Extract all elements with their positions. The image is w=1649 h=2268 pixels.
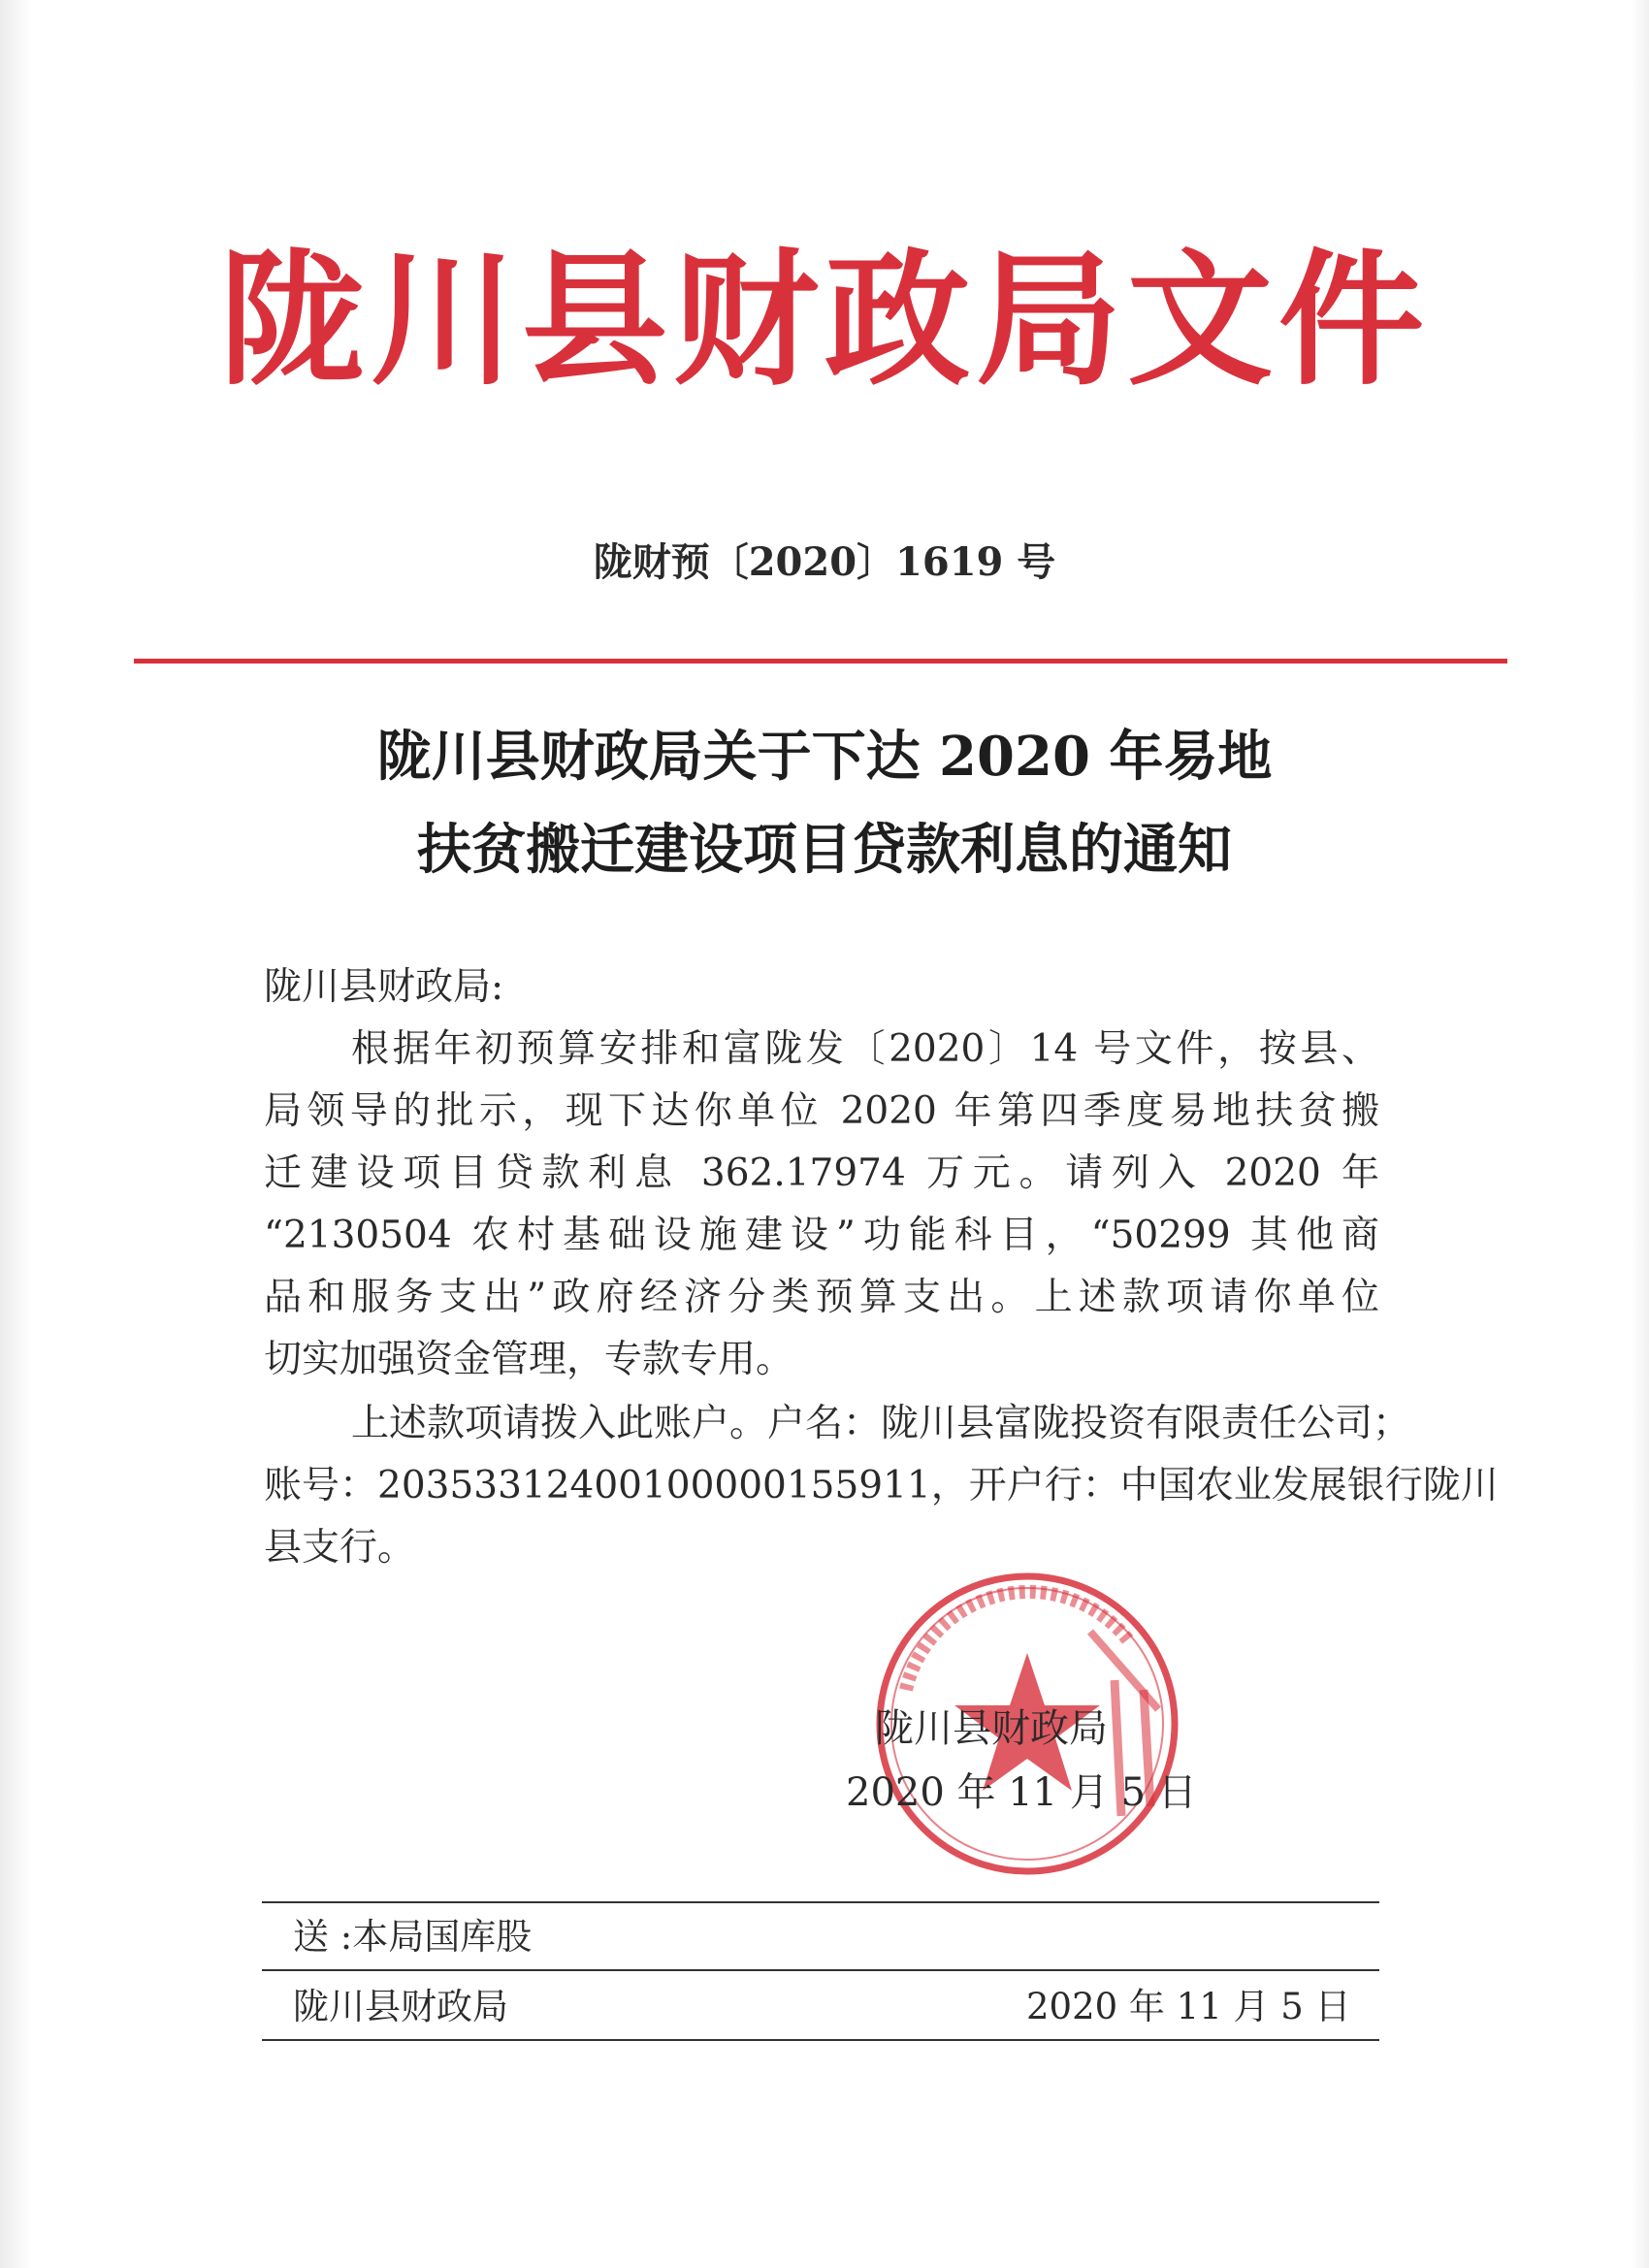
signature-organization: 陇川县财政局	[875, 1706, 1108, 1751]
signature-date: 2020 年 11 月 5 日	[846, 1770, 1197, 1815]
paragraph-1-last-line: 切实加强资金管理，专款专用。	[264, 1338, 794, 1381]
document-number: 陇财预〔2020〕1619 号	[593, 539, 1056, 585]
copy-to-line: 送 :本局国库股	[293, 1916, 533, 1958]
footer-rule-middle	[262, 1969, 1379, 1971]
paragraph-1-line: 迁建设项目贷款利息 362.17974 万元。请列入 2020 年	[264, 1151, 1379, 1195]
notice-title-line-1: 陇川县财政局关于下达 2020 年易地	[376, 725, 1273, 789]
footer-print-date: 2020 年 11 月 5 日	[1026, 1986, 1351, 2027]
paragraph-2-last-line: 县支行。	[264, 1526, 416, 1570]
paragraph-1-line: 根据年初预算安排和富陇发〔2020〕14 号文件，按县、	[351, 1027, 1379, 1071]
scan-shadow-left	[0, 0, 33, 2268]
addressee: 陇川县财政局:	[264, 965, 504, 1009]
red-header-title: 陇川县财政局文件	[218, 235, 1430, 405]
red-divider-line	[134, 659, 1507, 664]
paragraph-1-line: “2130504 农村基础设施建设”功能科目，“50299 其他商	[264, 1214, 1379, 1257]
footer-issuer: 陇川县财政局	[293, 1986, 508, 2027]
paragraph-1-line: 品和服务支出”政府经济分类预算支出。上述款项请你单位	[264, 1276, 1379, 1319]
footer-rule-top	[262, 1901, 1379, 1903]
footer-rule-bottom	[262, 2039, 1379, 2041]
paragraph-2-line: 账号：20353312400100000155911，开户行：中国农业发展银行陇川	[264, 1464, 1499, 1507]
notice-title-line-2: 扶贫搬迁建设项目贷款利息的通知	[417, 818, 1232, 882]
paragraph-2-line: 上述款项请拨入此账户。户名：陇川县富陇投资有限责任公司；	[351, 1402, 1411, 1445]
paragraph-1-line: 局领导的批示，现下达你单位 2020 年第四季度易地扶贫搬	[264, 1089, 1379, 1133]
scan-shadow-right	[1632, 0, 1649, 2268]
